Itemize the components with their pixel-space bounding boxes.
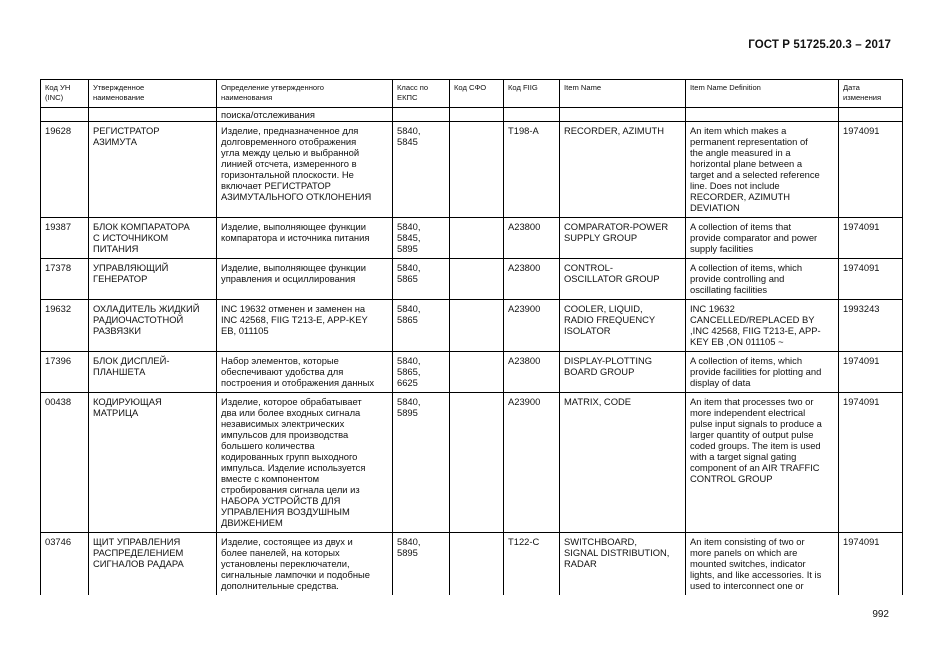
cell-item-definition: An item consisting of two or more panels on which are mounted switches, indicator lights, and like accessories. It is used to interconnect one or <box>686 533 839 596</box>
cell-item-name: CONTROL- OSCILLATOR GROUP <box>560 259 686 300</box>
cell-date: 1974091 <box>839 122 903 218</box>
cell-item-definition <box>686 108 839 122</box>
cell-fiig: A23900 <box>504 300 560 352</box>
cell-sfo <box>450 122 504 218</box>
cell-fiig: A23800 <box>504 218 560 259</box>
col-header-approved-name: Утвержденное наименование <box>89 80 217 108</box>
cell-class <box>393 108 450 122</box>
table-row <box>41 259 903 300</box>
cell-definition: Изделие, выполняющее функции управления и осциллирования <box>217 259 393 300</box>
cell-class: 5840, 5845, 5895 <box>393 218 450 259</box>
cell-item-name: DISPLAY-PLOTTING BOARD GROUP <box>560 352 686 393</box>
cell-inc: 17396 <box>41 352 89 393</box>
cell-item-name: COOLER, LIQUID, RADIO FREQUENCY ISOLATOR <box>560 300 686 352</box>
cell-approved-name: УПРАВЛЯЮЩИЙ ГЕНЕРАТОР <box>89 259 217 300</box>
cell-inc: 19632 <box>41 300 89 352</box>
cell-class: 5840, 5865, 6625 <box>393 352 450 393</box>
cell-item-definition: INC 19632 CANCELLED/REPLACED BY ,INC 42568, FIIG T213-E, APP- KEY EB ,ON 011105 ~ <box>686 300 839 352</box>
cell-fiig: A23800 <box>504 259 560 300</box>
cell-item-definition: A collection of items, which provide controlling and oscillating facilities <box>686 259 839 300</box>
cell-item-name: RECORDER, AZIMUTH <box>560 122 686 218</box>
cell-definition: Набор элементов, которые обеспечивают удобства для построения и отображения данных <box>217 352 393 393</box>
cell-item-name <box>560 108 686 122</box>
cell-inc: 19628 <box>41 122 89 218</box>
col-header-definition: Определение утвержденного наименования <box>217 80 393 108</box>
cell-date: 1974091 <box>839 393 903 533</box>
cell-definition: Изделие, выполняющее функции компаратора и источника питания <box>217 218 393 259</box>
catalog-table <box>40 79 903 595</box>
document-code: ГОСТ Р 51725.20.3 – 2017 <box>748 39 891 51</box>
cell-approved-name: КОДИРУЮЩАЯ МАТРИЦА <box>89 393 217 533</box>
cell-approved-name: БЛОК КОМПАРАТОРА С ИСТОЧНИКОМ ПИТАНИЯ <box>89 218 217 259</box>
cell-item-name: MATRIX, CODE <box>560 393 686 533</box>
cell-date: 1974091 <box>839 352 903 393</box>
cell-sfo <box>450 108 504 122</box>
cell-sfo <box>450 352 504 393</box>
cell-class: 5840, 5865 <box>393 259 450 300</box>
cell-item-definition: A collection of items that provide comparator and power supply facilities <box>686 218 839 259</box>
cell-inc: 19387 <box>41 218 89 259</box>
cell-approved-name: РЕГИСТРАТОР АЗИМУТА <box>89 122 217 218</box>
cell-class: 5840, 5895 <box>393 393 450 533</box>
cell-definition: INC 19632 отменен и заменен на INC 42568, FIIG T213-E, APP-KEY EB, 011105 <box>217 300 393 352</box>
cell-definition: Изделие, состоящее из двух и более панелей, на которых установлены переключатели, сигнальные лампочки и подобные дополнительные средства. <box>217 533 393 596</box>
cell-sfo <box>450 300 504 352</box>
cell-date <box>839 108 903 122</box>
table-row <box>41 300 903 352</box>
cell-sfo <box>450 533 504 596</box>
cell-inc: 00438 <box>41 393 89 533</box>
cell-date: 1993243 <box>839 300 903 352</box>
cell-fiig <box>504 108 560 122</box>
table-row <box>41 352 903 393</box>
col-header-item-name: Item Name <box>560 80 686 108</box>
cell-sfo <box>450 393 504 533</box>
cell-fiig: A23800 <box>504 352 560 393</box>
table-row <box>41 122 903 218</box>
cell-approved-name: БЛОК ДИСПЛЕЙ- ПЛАНШЕТА <box>89 352 217 393</box>
cell-item-name: SWITCHBOARD, SIGNAL DISTRIBUTION, RADAR <box>560 533 686 596</box>
cell-class: 5840, 5895 <box>393 533 450 596</box>
col-header-fiig: Код FIIG <box>504 80 560 108</box>
cell-class: 5840, 5845 <box>393 122 450 218</box>
cell-definition: Изделие, предназначенное для долговременного отображения угла между целью и выбранной линией отсчета, измеренного в горизонтальной плоскости. Не включает РЕГИСТРАТОР АЗИМУТАЛЬНОГО ОТКЛОНЕНИЯ <box>217 122 393 218</box>
cell-fiig: A23900 <box>504 393 560 533</box>
cell-approved-name: ОХЛАДИТЕЛЬ ЖИДКИЙ РАДИОЧАСТОТНОЙ РАЗВЯЗКИ <box>89 300 217 352</box>
cell-item-definition: A collection of items, which provide facilities for plotting and display of data <box>686 352 839 393</box>
col-header-date: Дата изменения <box>839 80 903 108</box>
col-header-class: Класс по ЕКПС <box>393 80 450 108</box>
cell-definition: Изделие, которое обрабатывает два или более входных сигнала независимых электрических импульсов для производства большего количества кодированных групп выходного импульса. Изделие используется вместе с компонентом стробирования сигнала цели из НАБОРА УСТРОЙСТВ ДЛЯ УПРАВЛЕНИЯ ВОЗДУШНЫМ ДВИЖЕНИЕМ <box>217 393 393 533</box>
col-header-inc: Код УН (INC) <box>41 80 89 108</box>
cell-fiig: T198-A <box>504 122 560 218</box>
cell-inc: 17378 <box>41 259 89 300</box>
cell-item-name: COMPARATOR-POWER SUPPLY GROUP <box>560 218 686 259</box>
table-row <box>41 218 903 259</box>
cell-inc: 03746 <box>41 533 89 596</box>
cell-approved-name: ЩИТ УПРАВЛЕНИЯ РАСПРЕДЕЛЕНИЕМ СИГНАЛОВ РАДАРА <box>89 533 217 596</box>
col-header-sfo: Код СФО <box>450 80 504 108</box>
cell-date: 1974091 <box>839 218 903 259</box>
table-row <box>41 533 903 596</box>
cell-sfo <box>450 218 504 259</box>
cell-date: 1974091 <box>839 259 903 300</box>
table-row <box>41 393 903 533</box>
cell-item-definition: An item that processes two or more independent electrical pulse input signals to produce a larger quantity of output pulse coded groups. The item is used with a target signal gating component of an AIR TRAFFIC CONTROL GROUP <box>686 393 839 533</box>
table-header-row <box>41 80 903 108</box>
cell-date: 1974091 <box>839 533 903 596</box>
cell-approved-name <box>89 108 217 122</box>
cell-class: 5840, 5865 <box>393 300 450 352</box>
table-row-continuation <box>41 108 903 122</box>
cell-fiig: T122-C <box>504 533 560 596</box>
cell-inc <box>41 108 89 122</box>
col-header-item-definition: Item Name Definition <box>686 80 839 108</box>
cell-definition: поиска/отслеживания <box>217 108 393 122</box>
cell-item-definition: An item which makes a permanent representation of the angle measured in a horizontal plane between a target and a selected reference line. Does not include RECORDER, AZIMUTH DEVIATION <box>686 122 839 218</box>
cell-sfo <box>450 259 504 300</box>
page-number: 992 <box>872 609 889 620</box>
